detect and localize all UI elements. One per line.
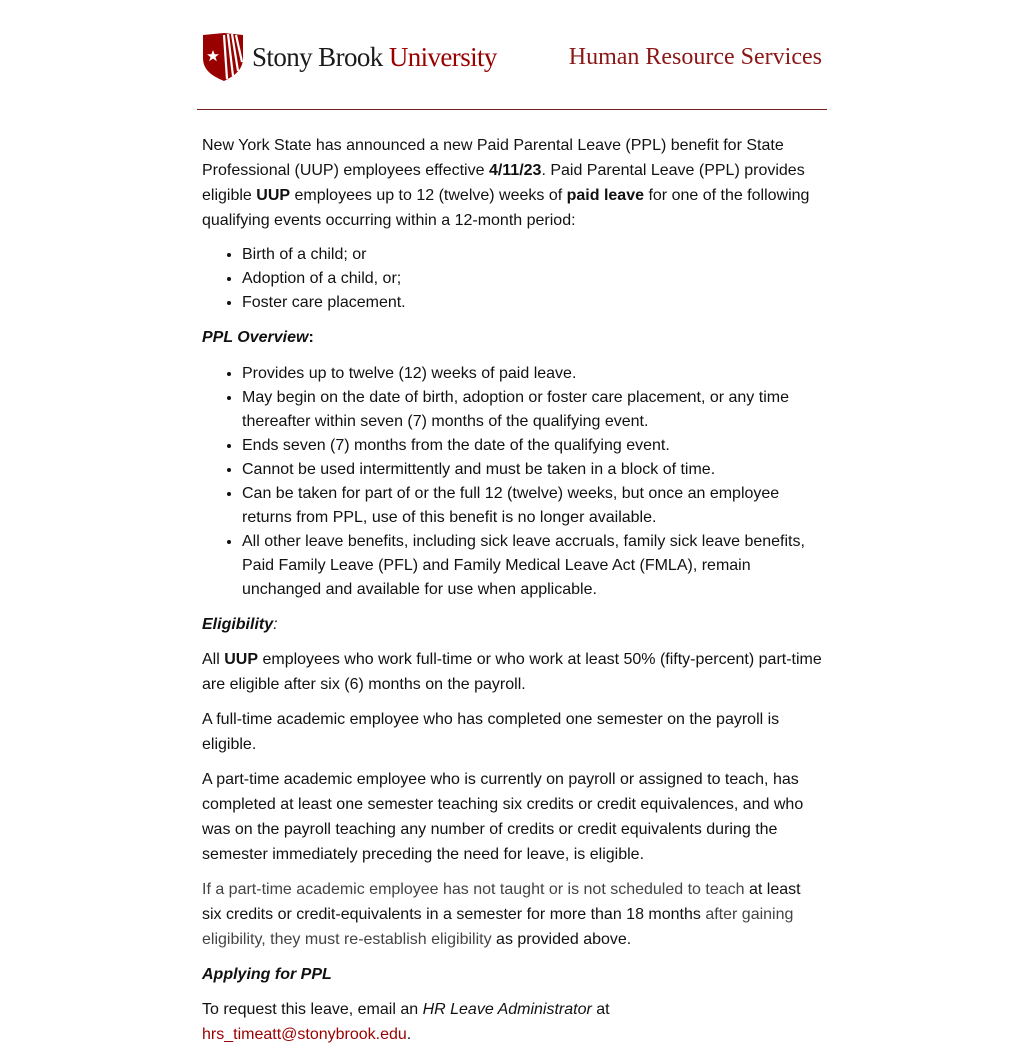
page-header [197,0,827,110]
eligibility-paragraph-2: A full-time academic employee who has completed one semester on the payroll is eligible. [202,711,780,753]
list-item: • May begin on the date of birth, adoption or foster care placement, or any time thereafter within seven (7) months of the qualifying event. [242,386,822,434]
stony-brook-logo[interactable] [202,32,497,82]
list-item: • Foster care placement. [242,291,822,315]
logo-wordmark: Stony Brook University [252,41,497,72]
eligibility-paragraph-1: All UUP employees who work full-time or who work at least 50% (fifty-percent) part-time are eligible after six (6) months on the payroll. [202,651,822,693]
list-item: • Ends seven (7) months from the date of the qualifying event. [242,434,822,458]
department-title: Human Resource Services [568,44,822,70]
list-item: • Provides up to twelve (12) weeks of paid leave. [242,362,822,386]
shield-star-icon [202,32,244,82]
applying-paragraph: To request this leave, email an HR Leave Administrator at hrs_timeatt@stonybrook.edu. [202,1001,610,1043]
overview-heading: PPL Overview: [202,329,314,346]
list-item: • Birth of a child; or [242,243,822,267]
applying-heading: Applying for PPL [202,966,332,983]
list-item: • Adoption of a child, or; [242,267,822,291]
email-link[interactable]: hrs_timeatt@stonybrook.edu [202,1026,407,1043]
list-item: • Cannot be used intermittently and must be taken in a block of time. [242,458,822,482]
list-item: • Can be taken for part of or the full 12 (twelve) weeks, but once an employee returns from PPL, use of this benefit is no longer available. [242,482,822,530]
eligibility-paragraph-3: A part-time academic employee who is currently on payroll or assigned to teach, has completed at least one semester teaching six credits or credit equivalences, and who was on the payroll teaching any number of credits or credit equivalents during the semester immediately preceding the need for leave, is eligible. [202,771,804,863]
overview-list [202,362,822,602]
list-item: • All other leave benefits, including sick leave accruals, family sick leave benefits, Paid Family Leave (PFL) and Family Medical Leave Act (FMLA), remain unchanged and available for use when applicable. [242,530,822,602]
eligibility-paragraph-4: If a part-time academic employee has not taught or is not scheduled to teach at least six credits or credit-equivalents in a semester for more than 18 months after gaining eligibility, they must re-establish eligibility as provided above. [202,881,801,948]
eligibility-heading: Eligibility: [202,616,278,633]
qualifying-events-list [202,243,822,315]
intro-paragraph: New York State has announced a new Paid Parental Leave (PPL) benefit for State Professional (UUP) employees effective 4/11/23. Paid Parental Leave (PPL) provides eligible UUP employees up to 12 (twelve) weeks of paid leave for one of the following qualifying events occurring within a 12-month period: [202,137,810,229]
article-body [202,133,822,1057]
